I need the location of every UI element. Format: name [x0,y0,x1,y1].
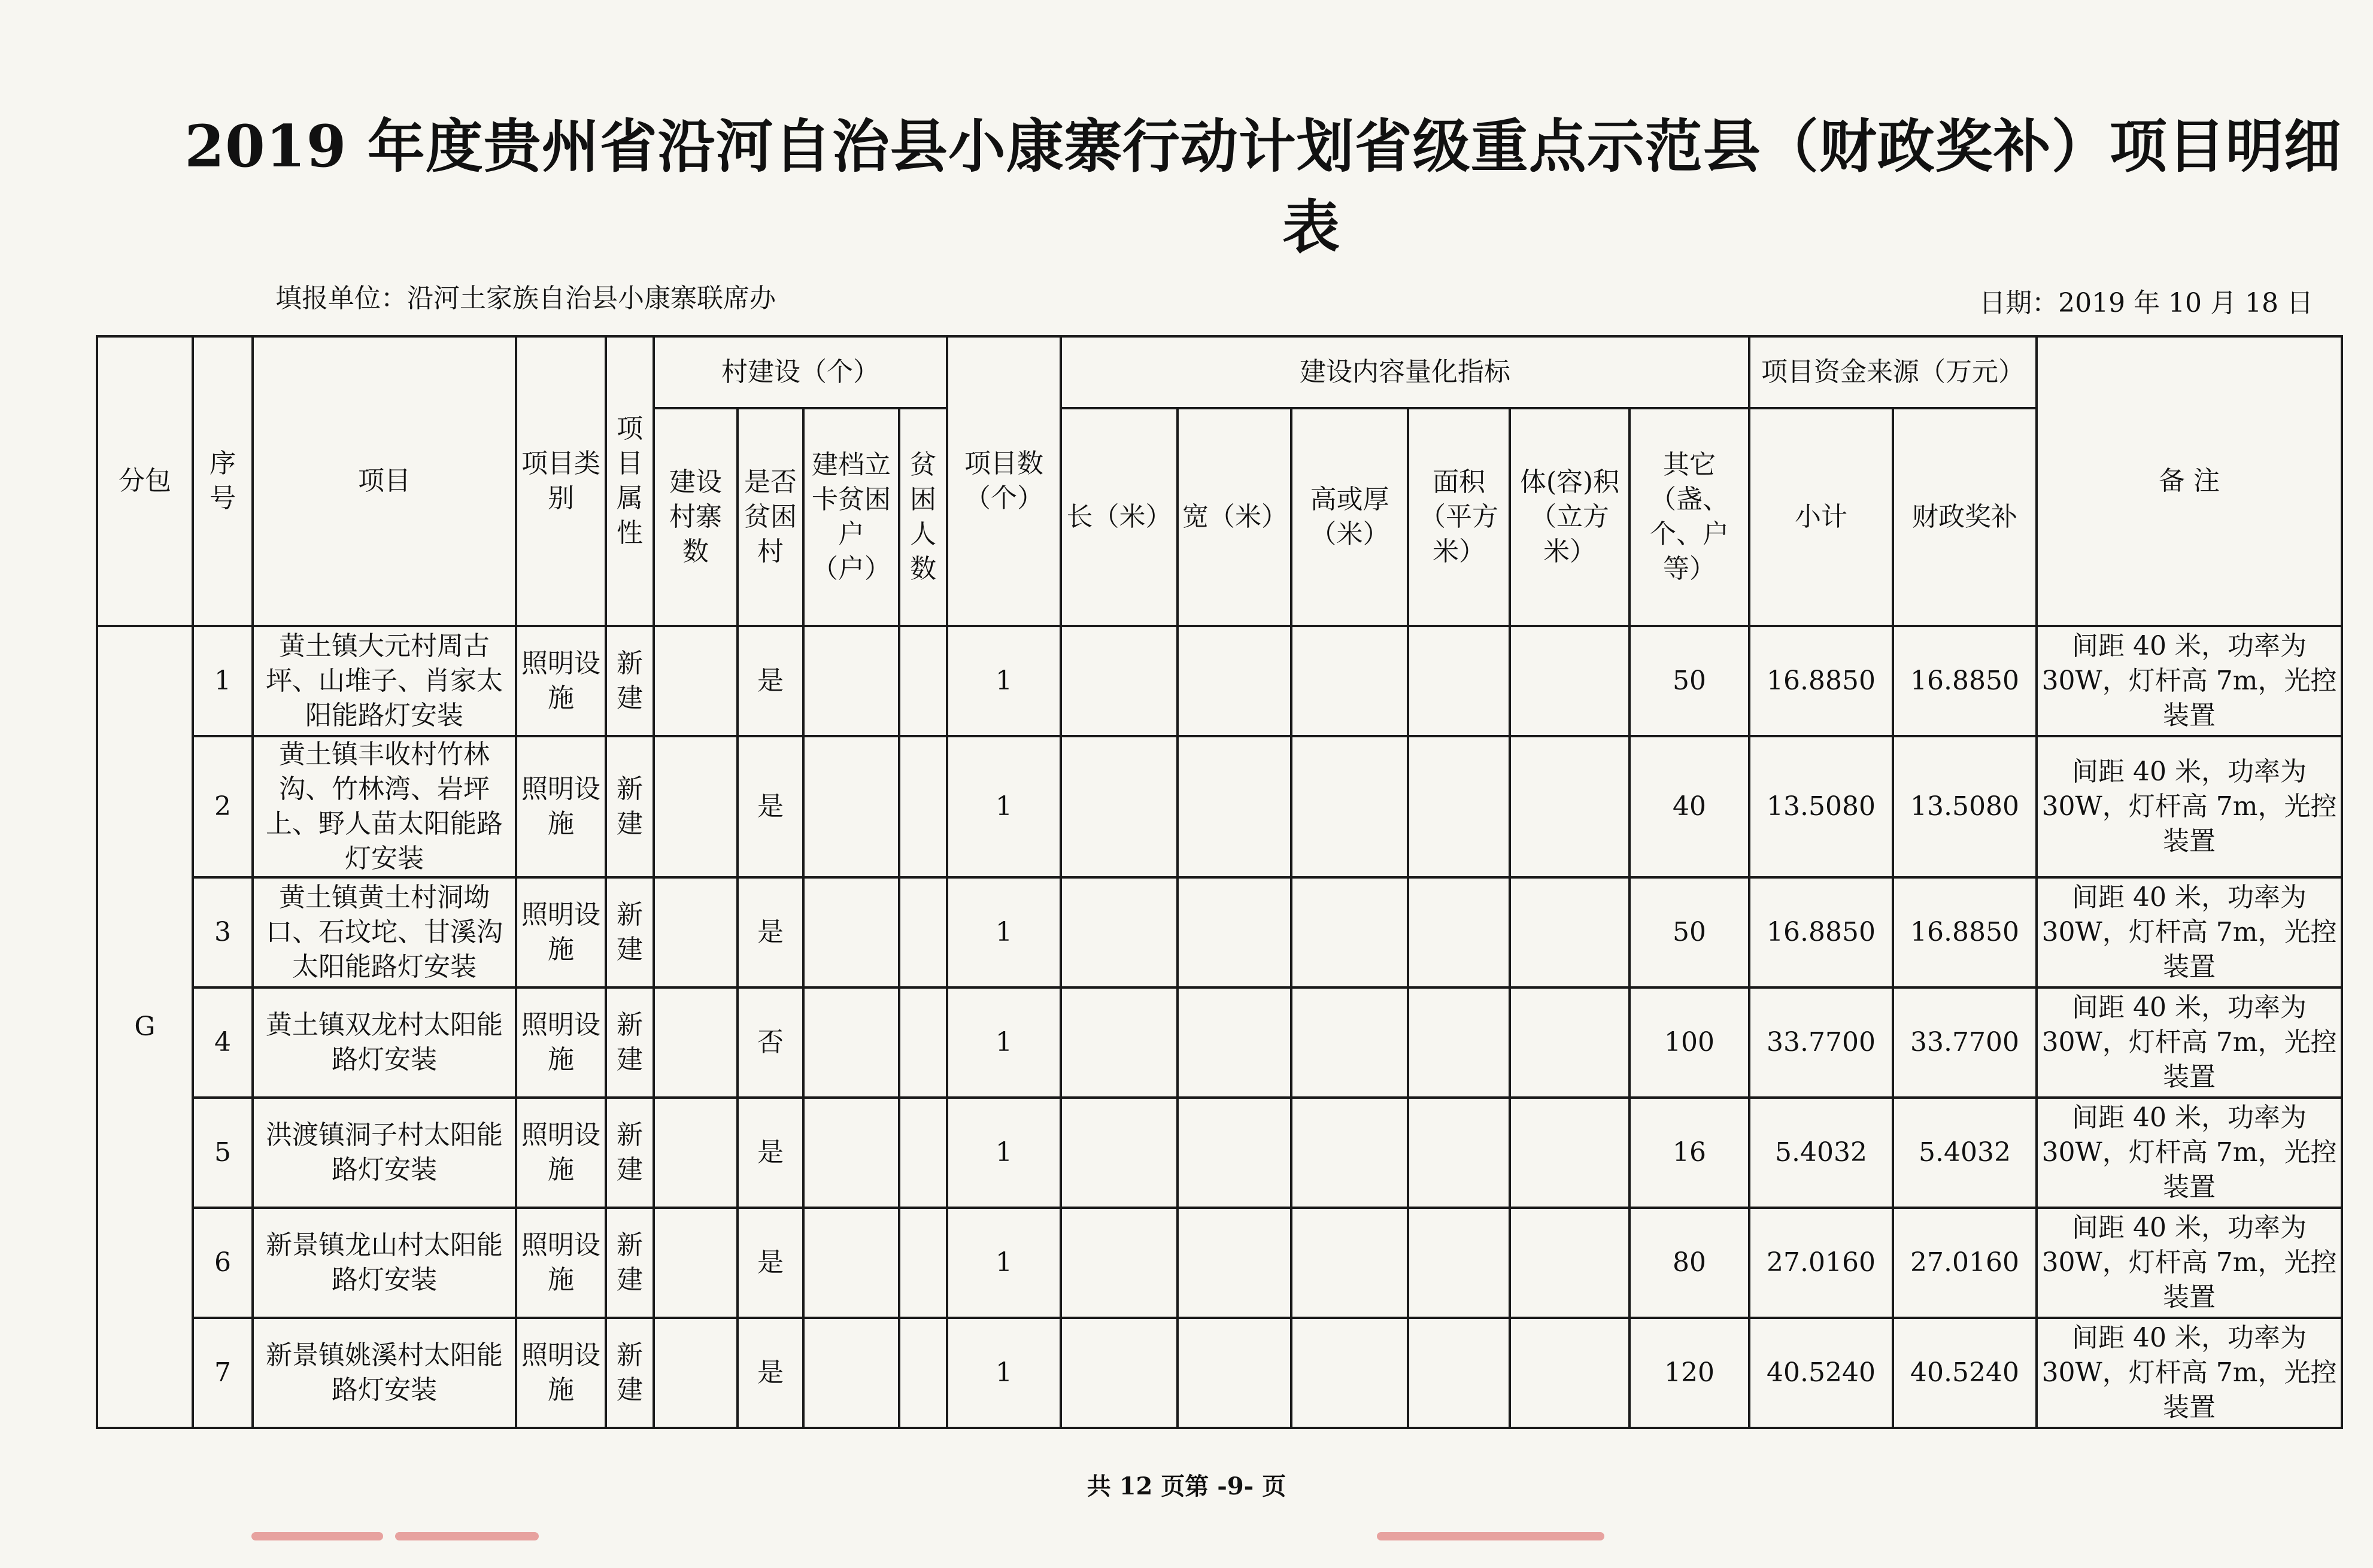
row-village-count [654,736,738,877]
row-item: 黄土镇大元村周古坪、山堆子、肖家太阳能路灯安装 [253,626,516,736]
row-remark: 间距 40 米，功率为 30W，灯杆高 7m，光控装置 [2037,626,2342,736]
row-subsidy: 33.7700 [1893,987,2037,1098]
row-is-poor: 是 [738,877,803,987]
row-height [1291,987,1408,1098]
row-village-count [654,1318,738,1428]
row-count: 1 [947,1208,1061,1318]
row-poor-people [899,626,947,736]
table-row [97,1208,2342,1318]
row-category: 照明设施 [516,877,606,987]
row-area [1408,987,1510,1098]
row-subsidy: 16.8850 [1893,626,2037,736]
row-volume [1510,877,1629,987]
row-subtotal: 33.7700 [1749,987,1893,1098]
header-subsidy: 财政奖补 [1893,408,2037,626]
row-volume [1510,1318,1629,1428]
header-village-count: 建设村寨数 [654,408,738,626]
row-seq: 2 [193,736,253,877]
report-date: 日期：2019 年 10 月 18 日 [1979,288,2313,318]
header-area: 面积（平方米） [1408,408,1510,626]
row-poor-people [899,1318,947,1428]
row-is-poor: 是 [738,626,803,736]
row-village-count [654,1098,738,1208]
row-height [1291,877,1408,987]
table-row [97,1318,2342,1428]
row-count: 1 [947,1318,1061,1428]
row-cards [803,877,899,987]
row-subsidy: 40.5240 [1893,1318,2037,1428]
row-subtotal: 16.8850 [1749,626,1893,736]
stamp-mark [395,1532,539,1540]
header-attribute: 项目属性 [606,336,654,626]
row-poor-people [899,736,947,877]
header-length: 长（米） [1061,408,1178,626]
row-cards [803,987,899,1098]
table-row [97,736,2342,877]
row-width [1178,987,1291,1098]
header-width: 宽（米） [1178,408,1291,626]
header-poor-people: 贫困人数 [899,408,947,626]
row-item: 新景镇姚溪村太阳能路灯安装 [253,1318,516,1428]
row-category: 照明设施 [516,987,606,1098]
row-category: 照明设施 [516,1098,606,1208]
row-remark: 间距 40 米，功率为 30W，灯杆高 7m，光控装置 [2037,736,2342,877]
row-village-count [654,1208,738,1318]
header-quant-group: 建设内容量化指标 [1061,336,1749,408]
header-item-count: 项目数（个） [947,336,1061,626]
row-area [1408,1208,1510,1318]
row-width [1178,626,1291,736]
header-cards: 建档立卡贫困户（户） [803,408,899,626]
row-poor-people [899,877,947,987]
row-length [1061,736,1178,877]
row-seq: 6 [193,1208,253,1318]
row-remark: 间距 40 米，功率为 30W，灯杆高 7m，光控装置 [2037,987,2342,1098]
row-seq: 4 [193,987,253,1098]
header-other: 其它（盏、个、户等） [1629,408,1749,626]
document-title-continuation: 表 [1282,193,1340,261]
row-other: 80 [1629,1208,1749,1318]
row-area [1408,736,1510,877]
row-volume [1510,987,1629,1098]
row-height [1291,626,1408,736]
row-subtotal: 5.4032 [1749,1098,1893,1208]
row-subtotal: 27.0160 [1749,1208,1893,1318]
row-other: 50 [1629,626,1749,736]
row-count: 1 [947,736,1061,877]
row-area [1408,626,1510,736]
package-code: G [97,626,193,1428]
row-cards [803,736,899,877]
document-title: 2019 年度贵州省沿河自治县小康寨行动计划省级重点示范县（财政奖补）项目明细 [184,113,2342,180]
row-subsidy: 27.0160 [1893,1208,2037,1318]
row-attribute: 新建 [606,987,654,1098]
table-row [97,877,2342,987]
header-seq: 序号 [193,336,253,626]
row-is-poor: 否 [738,987,803,1098]
row-poor-people [899,1208,947,1318]
row-category: 照明设施 [516,736,606,877]
row-other: 120 [1629,1318,1749,1428]
row-seq: 3 [193,877,253,987]
row-category: 照明设施 [516,1208,606,1318]
row-attribute: 新建 [606,736,654,877]
row-attribute: 新建 [606,877,654,987]
row-area [1408,1098,1510,1208]
row-other: 40 [1629,736,1749,877]
header-subtotal: 小计 [1749,408,1893,626]
row-count: 1 [947,1098,1061,1208]
project-detail-table [96,335,2343,1429]
row-width [1178,1208,1291,1318]
row-item: 黄土镇黄土村洞坳口、石坟坨、甘溪沟太阳能路灯安装 [253,877,516,987]
row-count: 1 [947,626,1061,736]
row-area [1408,877,1510,987]
stamp-mark [1377,1532,1604,1540]
row-is-poor: 是 [738,1208,803,1318]
row-volume [1510,736,1629,877]
row-subsidy: 13.5080 [1893,736,2037,877]
row-is-poor: 是 [738,736,803,877]
row-village-count [654,987,738,1098]
row-attribute: 新建 [606,1318,654,1428]
row-width [1178,1098,1291,1208]
row-is-poor: 是 [738,1098,803,1208]
row-volume [1510,626,1629,736]
header-remark: 备 注 [2037,336,2342,626]
page-footer: 共 12 页第 -9- 页 [1087,1472,1286,1500]
row-height [1291,1208,1408,1318]
row-count: 1 [947,877,1061,987]
row-village-count [654,877,738,987]
row-width [1178,736,1291,877]
row-item: 洪渡镇洞子村太阳能路灯安装 [253,1098,516,1208]
row-length [1061,1098,1178,1208]
row-seq: 1 [193,626,253,736]
row-cards [803,1098,899,1208]
row-width [1178,1318,1291,1428]
header-category: 项目类别 [516,336,606,626]
row-attribute: 新建 [606,1098,654,1208]
row-item: 黄土镇丰收村竹林沟、竹林湾、岩坪上、野人苗太阳能路灯安装 [253,736,516,877]
row-subtotal: 16.8850 [1749,877,1893,987]
row-height [1291,1318,1408,1428]
row-remark: 间距 40 米，功率为 30W，灯杆高 7m，光控装置 [2037,1208,2342,1318]
row-count: 1 [947,987,1061,1098]
header-is-poor: 是否贫困村 [738,408,803,626]
fill-unit: 填报单位：沿河土家族自治县小康寨联席办 [275,283,776,314]
row-item: 黄土镇双龙村太阳能路灯安装 [253,987,516,1098]
header-fund-group: 项目资金来源（万元） [1749,336,2037,408]
row-remark: 间距 40 米，功率为 30W，灯杆高 7m，光控装置 [2037,877,2342,987]
header-height: 高或厚（米） [1291,408,1408,626]
row-cards [803,1318,899,1428]
row-item: 新景镇龙山村太阳能路灯安装 [253,1208,516,1318]
row-remark: 间距 40 米，功率为 30W，灯杆高 7m，光控装置 [2037,1098,2342,1208]
header-package: 分包 [97,336,193,626]
row-length [1061,877,1178,987]
row-length [1061,1208,1178,1318]
row-seq: 5 [193,1098,253,1208]
row-seq: 7 [193,1318,253,1428]
row-poor-people [899,1098,947,1208]
row-volume [1510,1098,1629,1208]
row-poor-people [899,987,947,1098]
row-attribute: 新建 [606,1208,654,1318]
row-attribute: 新建 [606,626,654,736]
header-item: 项目 [253,336,516,626]
header-volume: 体(容)积（立方米） [1510,408,1629,626]
row-subsidy: 16.8850 [1893,877,2037,987]
row-height [1291,736,1408,877]
row-other: 16 [1629,1098,1749,1208]
row-subtotal: 13.5080 [1749,736,1893,877]
row-subtotal: 40.5240 [1749,1318,1893,1428]
row-length [1061,987,1178,1098]
header-row-1 [97,336,2342,408]
row-is-poor: 是 [738,1318,803,1428]
row-height [1291,1098,1408,1208]
table-row [97,626,2342,736]
row-volume [1510,1208,1629,1318]
row-cards [803,1208,899,1318]
row-remark: 间距 40 米，功率为 30W，灯杆高 7m，光控装置 [2037,1318,2342,1428]
row-village-count [654,626,738,736]
row-other: 100 [1629,987,1749,1098]
row-cards [803,626,899,736]
row-category: 照明设施 [516,1318,606,1428]
row-other: 50 [1629,877,1749,987]
row-subsidy: 5.4032 [1893,1098,2037,1208]
row-category: 照明设施 [516,626,606,736]
row-width [1178,877,1291,987]
row-length [1061,1318,1178,1428]
stamp-mark [251,1532,383,1540]
table-row [97,1098,2342,1208]
row-length [1061,626,1178,736]
table-row [97,987,2342,1098]
header-village-group: 村建设（个） [654,336,947,408]
row-area [1408,1318,1510,1428]
